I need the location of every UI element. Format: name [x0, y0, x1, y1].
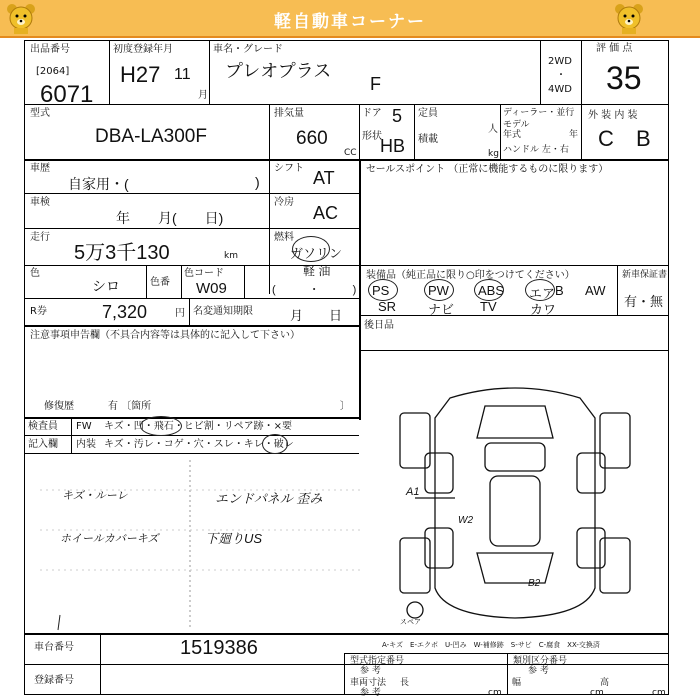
ac: AC [313, 203, 339, 223]
registration-month: 11 [174, 66, 191, 83]
interior-checklist: キズ・汚レ・コゲ・穴・スレ・キレ・破レ [104, 439, 294, 450]
doors: 5 [392, 106, 403, 126]
model-code: DBA-LA300F [95, 126, 207, 147]
dims-label: 車両寸法 [350, 678, 387, 688]
chassis-number: 1519386 [180, 637, 258, 659]
equipment-item: PS [372, 283, 390, 298]
declaration-label: 注意事項申告欄（不具合内容等は具体的に記入して下さい） [30, 330, 300, 341]
year-unit: 年 [569, 130, 579, 140]
record-label: 記入欄 [28, 439, 58, 450]
equipment-item: ABS [478, 283, 505, 298]
recycle-amount: 7,320 [102, 302, 148, 322]
doors-label: ドア [362, 108, 382, 119]
displacement-label: 排気量 [274, 108, 304, 119]
exterior-mark-circle [140, 416, 182, 436]
mileage: 5万3千130 [74, 242, 170, 264]
repair-history-close: 〕 [340, 401, 350, 412]
equipment-selected-circle [474, 279, 504, 301]
cc-unit: CC [344, 148, 357, 158]
handle-label: ハンドル 左・右 [503, 145, 569, 155]
model-grade-label: 車名・グレード [213, 44, 283, 55]
km-unit: km [224, 251, 238, 261]
equipment-label: 装備品（純正品に限り○印をつけてください） [366, 270, 575, 281]
fuel-label: 燃料 [274, 232, 294, 243]
color-no-label: 色番 [150, 277, 170, 288]
first-registration-label: 初度登録年月 [113, 44, 173, 55]
equipment-item: エア [529, 286, 556, 301]
header-banner [0, 0, 700, 38]
grade: F [370, 74, 381, 94]
note-left-2: ホイールカバーキズ [60, 533, 159, 545]
equipment-item: ナビ [428, 302, 455, 317]
history-label: 車歴 [30, 163, 50, 174]
load-unit: kg [488, 149, 499, 159]
equipment-selected-circle [525, 279, 555, 301]
inspection-label: 車検 [30, 197, 50, 208]
capacity-label: 定員 [418, 108, 438, 119]
registration-era: H27 [120, 62, 161, 87]
capacity-unit: 人 [488, 124, 498, 135]
repair-history-label: 修復歴 [44, 401, 74, 412]
car-damage-diagram [395, 378, 635, 628]
model-name: プレオプラス [225, 61, 332, 81]
damage-mark-b2: B2 [528, 578, 541, 589]
lot-sub-number: [2064] [36, 66, 70, 77]
exterior-grade: C [598, 126, 614, 151]
height-label: 高 [600, 678, 610, 688]
recycle-label: R券 [30, 306, 47, 317]
inspection-value: 年 月( 日) [116, 210, 224, 226]
recycle-unit: 円 [175, 308, 185, 319]
shape-label: 形状 [362, 131, 382, 142]
model-year-label: モデル [503, 120, 530, 130]
after-install-label: 後日品 [364, 320, 394, 331]
month-unit: 月 [198, 90, 208, 101]
equipment-selected-circle [424, 279, 454, 301]
shift: AT [313, 168, 335, 188]
shape: HB [380, 136, 406, 156]
dims-ref: 参 考 [360, 688, 381, 698]
bear-logo-icon [612, 3, 646, 35]
damage-mark-a1: A1 [406, 486, 420, 498]
year-label: 年式 [503, 130, 522, 140]
plate-label: 登録番号 [34, 675, 74, 686]
displacement: 660 [296, 128, 328, 149]
fuel-selected-circle [292, 236, 330, 262]
height-unit: cm [652, 688, 666, 698]
color: シロ [92, 278, 120, 294]
color-label: 色 [30, 268, 40, 279]
width-label: 幅 [512, 678, 522, 688]
dealer-label: ディーラー・並行 [503, 108, 575, 118]
name-change-label: 名変通知期限 [193, 306, 253, 317]
drive-separator: ・ [556, 70, 566, 81]
model-code-label: 型式 [30, 108, 50, 119]
color-code: W09 [196, 280, 227, 297]
spare-label: スペア [400, 618, 421, 626]
lot-label: 出品番号 [30, 44, 70, 55]
fw-label: FW [76, 421, 92, 432]
sales-point-label: セールスポイント （正常に機能するものに限ります） [366, 164, 609, 175]
warranty-label: 新車保証書 [622, 270, 668, 280]
interior-mark-circle [262, 434, 288, 454]
drive-2wd: 2WD [548, 56, 572, 67]
equipment-selected-circle [368, 279, 398, 301]
score: 35 [606, 60, 642, 96]
note-right-1: エンドパネル 歪み [215, 491, 323, 506]
drive-4wd: 4WD [548, 84, 572, 95]
equipment-item: PW [428, 283, 449, 298]
category-number-label: 類別区分番号 [513, 656, 568, 666]
fuel-diesel: 軽 油 [303, 264, 331, 278]
note-right-2: 下廻りUS [205, 531, 263, 546]
repair-history-value: 有 〔箇所 [108, 401, 152, 412]
category-number-ref: 参 考 [528, 666, 549, 676]
load-label: 積載 [418, 134, 438, 145]
damage-mark-w2: W2 [458, 515, 473, 526]
equipment-item: カワ [530, 302, 557, 317]
note-dotted-rules [40, 455, 360, 633]
note-left-1: キズ・ルーレ [62, 490, 128, 502]
equipment-item: AW [585, 283, 606, 298]
history-paren: ) [255, 174, 260, 190]
warranty-value: 有・無 [624, 294, 664, 309]
name-change-value: 月 日 [290, 308, 343, 323]
length-label: 長 [400, 678, 410, 688]
shift-label: シフト [274, 163, 304, 174]
damage-legend: A-キズ E-エクボ U-凹み W-補修跡 S-サビ C-腐食 XX-交換済 [382, 641, 600, 649]
banner-title: 軽自動車コーナー [274, 12, 426, 32]
equipment-item: B [555, 283, 564, 298]
chassis-label: 車台番号 [34, 642, 74, 653]
fuel-paren: ( ・ ) [272, 284, 357, 296]
lot-number: 6071 [40, 81, 94, 108]
type-designation-ref: 参 考 [360, 666, 381, 676]
exterior-interior-label: 外 装 内 装 [588, 110, 638, 121]
history-value: 自家用・( [68, 176, 129, 192]
width-unit: cm [590, 688, 604, 698]
equipment-item: SR [378, 299, 397, 314]
interior-label: 内装 [76, 439, 96, 450]
score-label: 評 価 点 [596, 43, 633, 54]
type-designation-label: 型式指定番号 [350, 656, 405, 666]
ac-label: 冷房 [274, 197, 294, 208]
interior-grade: B [636, 126, 651, 151]
fuel-gasoline: ガソリン [290, 246, 343, 261]
exterior-checklist: キズ・凹・飛石・ヒビ割・リペア跡・×要 [104, 421, 292, 432]
color-code-label: 色コード [184, 268, 224, 279]
inspector-label: 検査員 [28, 421, 58, 432]
length-unit: cm [488, 688, 502, 698]
equipment-item: TV [480, 299, 497, 314]
mileage-label: 走行 [30, 232, 50, 243]
